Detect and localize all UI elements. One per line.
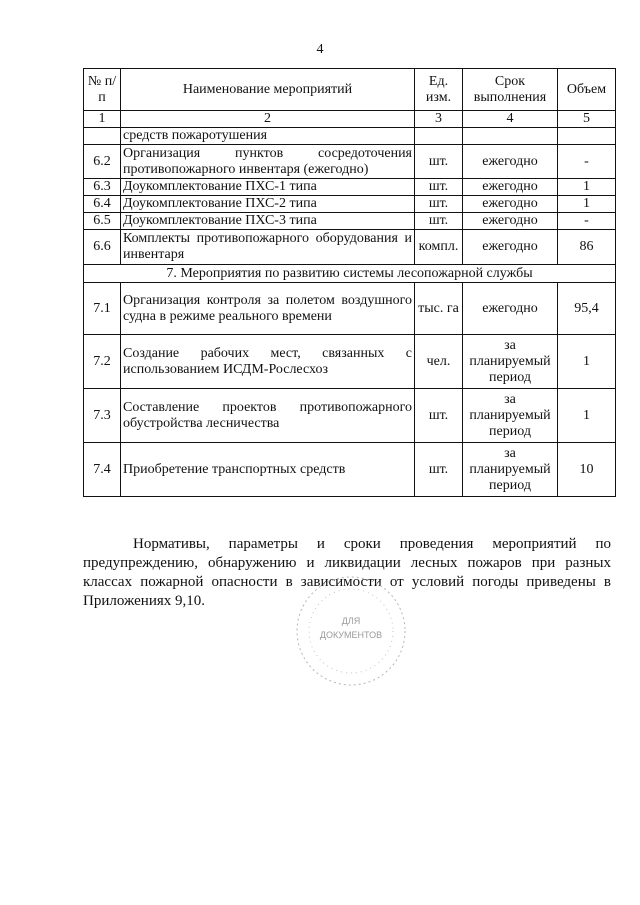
cell-unit: чел. xyxy=(415,335,463,389)
stamp-text-1: ДЛЯ xyxy=(341,616,361,626)
cell-volume: 86 xyxy=(558,230,616,265)
cell-name: Приобретение транспортных средств xyxy=(121,443,415,497)
table-row xyxy=(84,283,616,335)
cell-name: Доукомплектование ПХС-3 типа xyxy=(121,213,415,230)
header-term: Срок выполнения xyxy=(463,69,558,111)
header-num: № п/п xyxy=(84,69,121,111)
cell-unit: тыс. га xyxy=(415,283,463,335)
col-number: 1 xyxy=(84,111,121,128)
table-row xyxy=(84,230,616,265)
cell-name: средств пожаротушения xyxy=(121,128,415,145)
cell-unit: шт. xyxy=(415,179,463,196)
header-unit: Ед. изм. xyxy=(415,69,463,111)
cell-unit xyxy=(415,128,463,145)
header-volume: Объем xyxy=(558,69,616,111)
stamp-seal-icon xyxy=(292,572,410,690)
cell-volume: 1 xyxy=(558,389,616,443)
column-number-row xyxy=(84,111,616,128)
cell-volume: 10 xyxy=(558,443,616,497)
cell-num xyxy=(84,128,121,145)
cell-num: 6.6 xyxy=(84,230,121,265)
table-row xyxy=(84,145,616,179)
section-title: 7. Мероприятия по развитию системы лесопожарной службы xyxy=(84,265,616,283)
cell-term: ежегодно xyxy=(463,230,558,265)
cell-name: Доукомплектование ПХС-2 типа xyxy=(121,196,415,213)
col-number: 5 xyxy=(558,111,616,128)
table-row xyxy=(84,443,616,497)
col-number: 3 xyxy=(415,111,463,128)
cell-term: за планируемый период xyxy=(463,443,558,497)
cell-term: ежегодно xyxy=(463,213,558,230)
stamp-text-2: ДОКУМЕНТОВ xyxy=(319,630,383,640)
section-row xyxy=(84,265,616,283)
measures-table xyxy=(83,68,616,497)
header-row xyxy=(84,69,616,111)
cell-num: 7.4 xyxy=(84,443,121,497)
cell-term: ежегодно xyxy=(463,145,558,179)
cell-name: Составление проектов противопожарного обустройства лесничества xyxy=(121,389,415,443)
cell-unit: шт. xyxy=(415,213,463,230)
cell-unit: шт. xyxy=(415,389,463,443)
cell-num: 6.3 xyxy=(84,179,121,196)
cell-num: 6.2 xyxy=(84,145,121,179)
cell-volume: 95,4 xyxy=(558,283,616,335)
cell-num: 7.3 xyxy=(84,389,121,443)
cell-name: Комплекты противопожарного оборудования и инвентаря xyxy=(121,230,415,265)
cell-volume: 1 xyxy=(558,196,616,213)
cell-volume xyxy=(558,128,616,145)
table-row xyxy=(84,196,616,213)
cell-volume: - xyxy=(558,213,616,230)
col-number: 2 xyxy=(121,111,415,128)
header-name: Наименование мероприятий xyxy=(121,69,415,111)
cell-num: 6.5 xyxy=(84,213,121,230)
cell-term: ежегодно xyxy=(463,196,558,213)
cell-num: 6.4 xyxy=(84,196,121,213)
cell-name: Создание рабочих мест, связанных с использованием ИСДМ-Рослесхоз xyxy=(121,335,415,389)
table-row xyxy=(84,213,616,230)
cell-num: 7.1 xyxy=(84,283,121,335)
cell-name: Организация контроля за полетом воздушного судна в режиме реального времени xyxy=(121,283,415,335)
cell-term: за планируемый период xyxy=(463,335,558,389)
cell-unit: шт. xyxy=(415,196,463,213)
cell-volume: - xyxy=(558,145,616,179)
table-row xyxy=(84,389,616,443)
cell-term: за планируемый период xyxy=(463,389,558,443)
body-paragraph: Нормативы, параметры и сроки проведения мероприятий по предупреждению, обнаружению и ликвидации лесных пожаров при разных классах пожарной опасности в зависимости от условий погоды приведены в Приложениях 9,10. xyxy=(83,536,611,609)
table-row xyxy=(84,335,616,389)
cell-name: Организация пунктов сосредоточения противопожарного инвентаря (ежегодно) xyxy=(121,145,415,179)
cell-unit: шт. xyxy=(415,145,463,179)
cell-volume: 1 xyxy=(558,179,616,196)
cell-term: ежегодно xyxy=(463,283,558,335)
cell-name: Доукомплектование ПХС-1 типа xyxy=(121,179,415,196)
page-number: 4 xyxy=(316,42,324,57)
cell-unit: компл. xyxy=(415,230,463,265)
table-row xyxy=(84,128,616,145)
cell-unit: шт. xyxy=(415,443,463,497)
table-row xyxy=(84,179,616,196)
cell-num: 7.2 xyxy=(84,335,121,389)
col-number: 4 xyxy=(463,111,558,128)
cell-term xyxy=(463,128,558,145)
cell-volume: 1 xyxy=(558,335,616,389)
cell-term: ежегодно xyxy=(463,179,558,196)
